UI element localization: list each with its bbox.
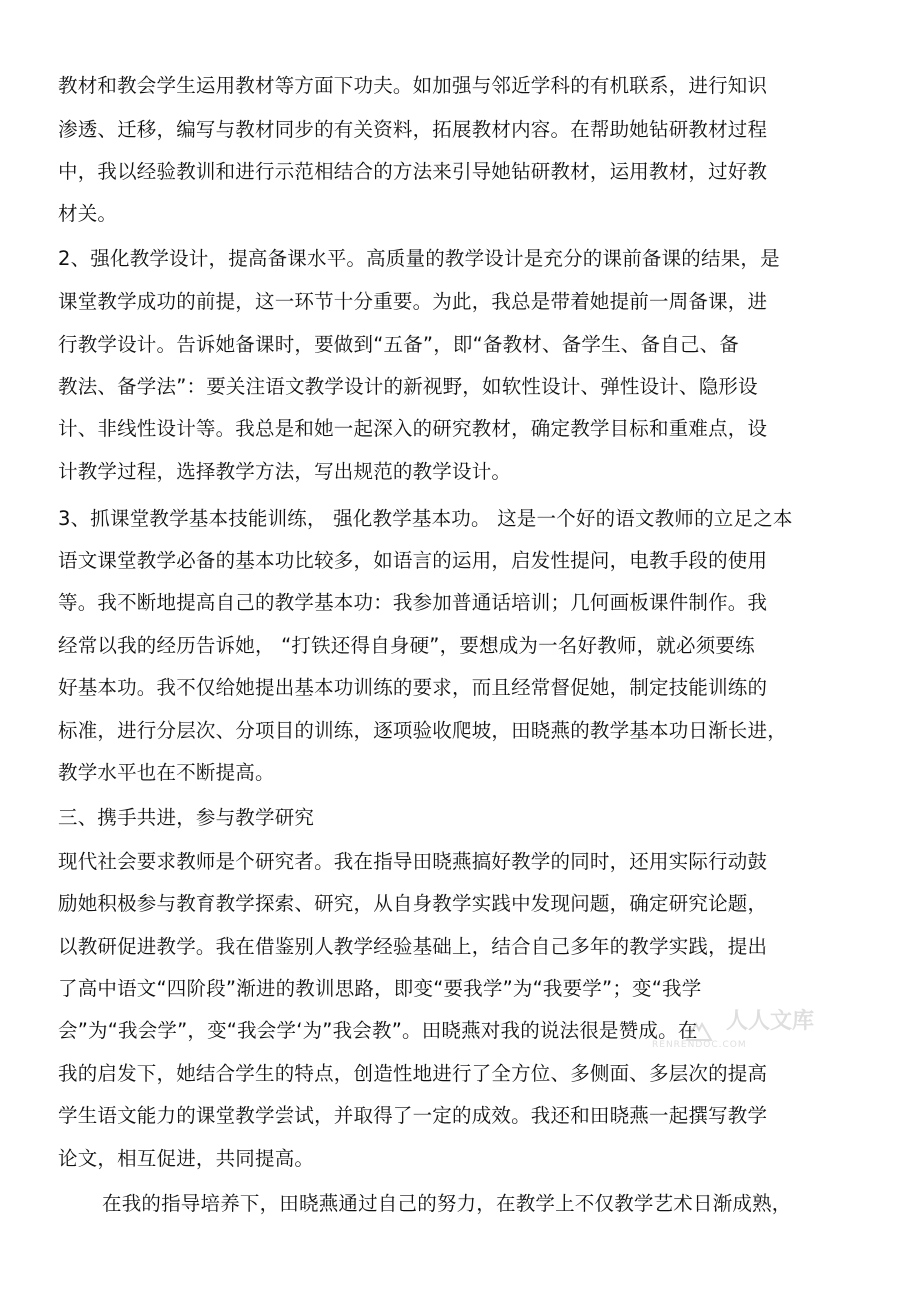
text-line: 等。我不断地提高自己的教学基本功：我参加普通话培训；几何画板课件制作。我: [58, 591, 768, 614]
text-line: 材关。: [58, 202, 118, 225]
text-line: 论文，相互促进，共同提高。: [58, 1147, 315, 1170]
text-line: 渗透、迁移，编写与教材同步的有关资料，拓展教材内容。在帮助她钻研教材过程: [58, 118, 768, 141]
text-line: 计、非线性设计等。我总是和她一起深入的研究教材，确定教学目标和重难点，设: [58, 417, 768, 440]
text-line: 会”为“我会学”，变“我会学‘为”我会教”。田晓燕对我的说法很是赞成。在: [58, 1019, 698, 1042]
text-line: 行教学设计。告诉她备课时，要做到“五备”，即“备教材、备学生、备自己、备: [58, 333, 740, 356]
text-line: 我的启发下，她结合学生的特点，创造性地进行了全方位、多侧面、多层次的提高: [58, 1062, 768, 1085]
text-line: 标准，进行分层次、分项目的训练，逐项验收爬坡，田晓燕的教学基本功日渐长进，: [58, 719, 787, 742]
text-line: 在我的指导培养下，田晓燕通过自己的努力，在教学上不仅教学艺术日渐成熟，: [102, 1192, 792, 1215]
text-line: 以教研促进教学。我在借鉴别人教学经验基础上，结合自己多年的教学实践，提出: [58, 935, 768, 958]
watermark: [652, 1000, 815, 1056]
watermark-subtitle: RENRENDOC.COM: [652, 1040, 747, 1050]
text-line: 课堂教学成功的前提，这一环节十分重要。为此，我总是带着她提前一周备课，进: [58, 290, 768, 313]
watermark-title: 人人文库: [726, 1009, 815, 1034]
text-line: 中，我以经验教训和进行示范相结合的方法来引导她钻研教材，运用教材，过好教: [58, 160, 768, 183]
text-line: 学生语文能力的课堂教学尝试，并取得了一定的成效。我还和田晓燕一起撰写教学: [58, 1104, 768, 1127]
text-line: 语文课堂教学必备的基本功比较多，如语言的运用，启发性提问，电教手段的使用: [58, 549, 768, 572]
text-line: 3、抓课堂教学基本技能训练， 强化教学基本功。 这是一个好的语文教师的立足之本: [58, 507, 793, 530]
text-line: 2、强化教学设计，提高备课水平。高质量的教学设计是充分的课前备课的结果，是: [58, 247, 780, 270]
section-heading: 三、携手共进，参与教学研究: [58, 806, 315, 829]
text-line: 经常以我的经历告诉她， “打铁还得自身硬”，要想成为一名好教师，就必须要练: [58, 634, 755, 657]
text-line: 好基本功。我不仅给她提出基本功训练的要求，而且经常督促她，制定技能训练的: [58, 676, 768, 699]
text-line: 教法、备学法”：要关注语文教学设计的新视野，如软性设计、弹性设计、隐形设: [58, 375, 758, 398]
text-line: 励她积极参与教育教学探索、研究，从自身教学实践中发现问题，确定研究论题，: [58, 892, 768, 915]
text-line: 教学水平也在不断提高。: [58, 761, 275, 784]
text-line: 现代社会要求教师是个研究者。我在指导田晓燕搞好教学的同时，还用实际行动鼓: [58, 850, 768, 873]
text-line: 了高中语文“四阶段”渐进的教训思路，即变“要我学”为“我要学”；变“我学: [58, 977, 702, 1000]
text-line: 教材和教会学生运用教材等方面下功夫。如加强与邻近学科的有机联系，进行知识: [58, 74, 768, 97]
text-line: 计教学过程，选择教学方法，写出规范的教学设计。: [58, 460, 512, 483]
